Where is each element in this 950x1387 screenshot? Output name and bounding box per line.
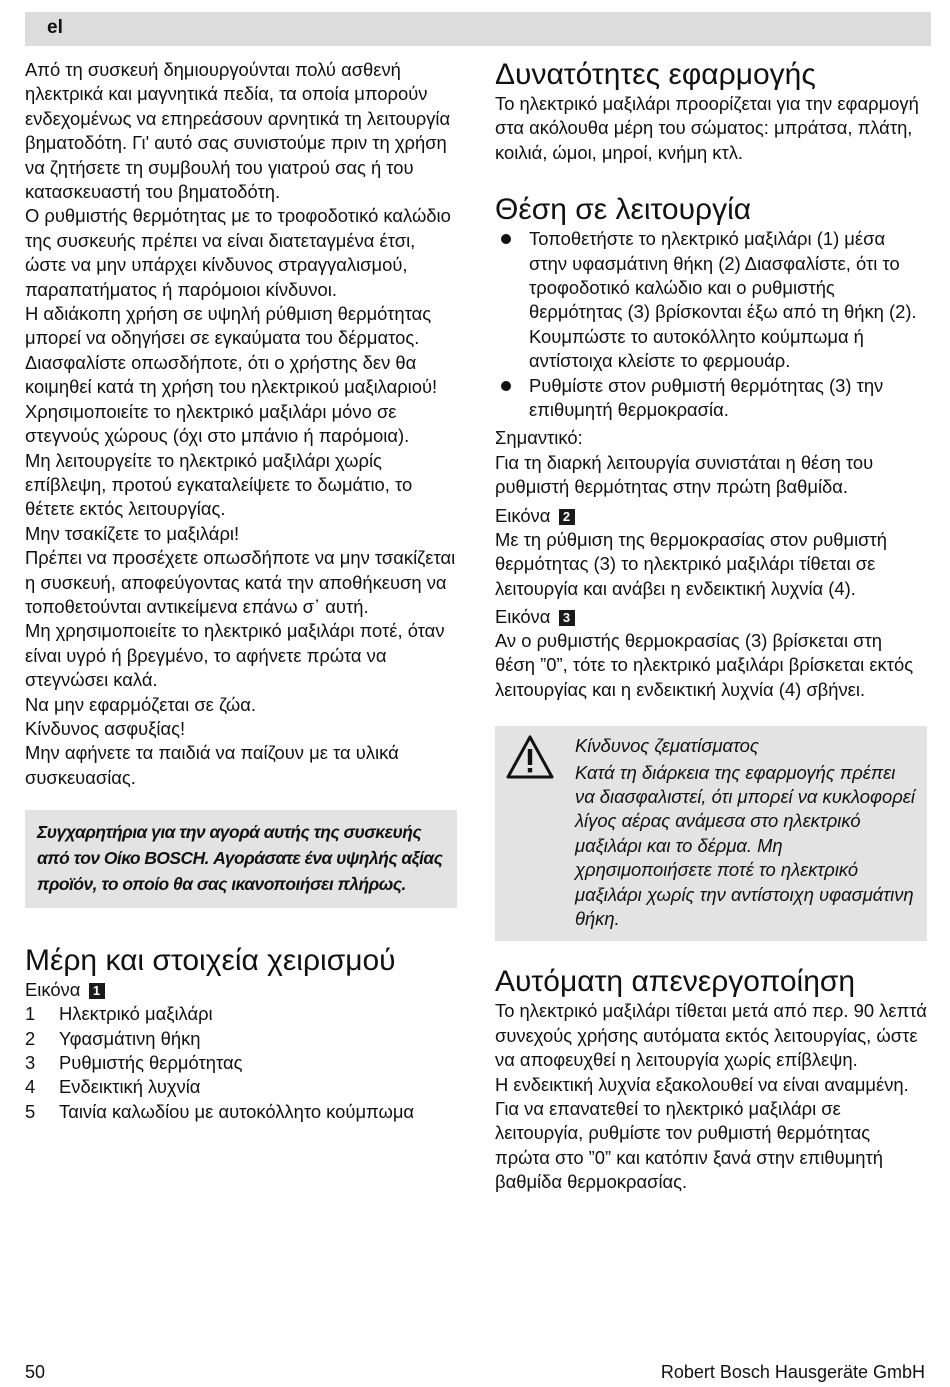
figure-reference <box>25 978 457 1002</box>
step-text: Ρυθμίστε στον ρυθμιστή θερμότητας (3) την επιθυμητή θερμοκρασία. <box>529 374 884 421</box>
part-label: Ρυθμιστής θερμότητας <box>59 1052 243 1073</box>
warning-title: Κίνδυνος ζεματίσματος <box>575 735 759 757</box>
bullet-icon <box>495 374 529 423</box>
part-label: Ηλεκτρικό μαξιλάρι <box>59 1003 213 1025</box>
safety-paragraph: Από τη συσκευή δημιουργούνται πολύ ασθενή ηλεκτρικά και μαγνητικά πεδία, τα οποία μπορούν ενδεχομένως να επηρεάσουν αρνητικά τη λειτουργία βηματοδότη. Γι' αυτό σας συνιστούμε πριν τη χρήση να ζητήσετε τη συμβουλή του γιατρού σας ή του κατασκευαστή του βηματοδότη. <box>25 59 451 203</box>
list-item <box>495 227 927 373</box>
safety-paragraph: Μη χρησιμοποιείτε το ηλεκτρικό μαξιλάρι ποτέ, όταν είναι υγρό ή βρεγμένο, το αφήνετε πρώτα να στεγνώσει καλά. <box>25 620 445 691</box>
important-text: Για τη διαρκή λειτουργία συνιστάται η θέση του ρυθμιστή θερμότητας στην πρώτη βαθμίδα. <box>495 451 874 498</box>
figure-number-badge: 1 <box>89 983 105 999</box>
safety-paragraph: Χρησιμοποιείτε το ηλεκτρικό μαξιλάρι μόνο σε στεγνούς χώρους (όχι στο μπάνιο ή παρόμοια). <box>25 400 410 447</box>
publisher-name: Robert Bosch Hausgeräte GmbH <box>660 1362 925 1382</box>
important-label: Σημαντικό: <box>495 427 583 449</box>
step-extra: Κουμπώστε το αυτοκόλλητο κούμπωμα ή αντίστοιχα κλείστε το φερμουάρ. <box>529 325 864 372</box>
list-item <box>25 1051 457 1075</box>
auto-off-paragraph: Η ενδεικτική λυχνία εξακολουθεί να είναι αναμμένη. Για να επανατεθεί το ηλεκτρικό μαξιλάρι σε λειτουργία, ρυθμίστε τον ρυθμιστή θερμότητας πρώτα στο ”0” και κατόπιν ξανά στην επιθυμητή βαθμίδα θερμοκρασίας. <box>495 1073 909 1193</box>
safety-paragraph: Ο ρυθμιστής θερμότητας με το τροφοδοτικό καλώδιο της συσκευής πρέπει να είναι διατεταγμένα έτσι, ώστε να μην υπάρχει κίνδυνος στραγγαλισμού, παραπατήματος ή παρόμοιοι κίνδυνοι. <box>25 205 451 300</box>
danger-title: Κίνδυνος ασφυξίας! <box>25 717 186 739</box>
part-number: 5 <box>25 1100 36 1122</box>
figure-label: Εικόνα <box>495 504 551 526</box>
page-number: 50 <box>25 1362 46 1382</box>
auto-off-heading: Αυτόματη απενεργοποίηση <box>495 965 856 999</box>
scald-warning-box <box>495 726 927 941</box>
figure-3-text: Αν ο ρυθμιστής θερμοκρασίας (3) βρίσκεται στη θέση ”0”, τότε το ηλεκτρικό μαξιλάρι βρίσκεται εκτός λειτουργίας και η ενδεικτική λυχνία (4) σβήνει. <box>495 629 914 700</box>
list-item <box>25 1075 457 1099</box>
part-number: 2 <box>25 1027 36 1049</box>
part-number: 3 <box>25 1052 36 1073</box>
safety-paragraph: Η αδιάκοπη χρήση σε υψηλή ρύθμιση θερμότητας μπορεί να οδηγήσει σε εγκαύματα του δέρματος. <box>25 303 432 349</box>
safety-paragraph: Μην τσακίζετε το μαξιλάρι! <box>25 522 240 544</box>
figure-number-badge: 2 <box>559 509 575 525</box>
applications-heading: Δυνατότητες εφαρμογής <box>495 58 816 91</box>
list-item <box>495 374 927 423</box>
parts-heading: Μέρη και στοιχεία χειρισμού <box>25 944 396 978</box>
part-label: Ταινία καλωδίου με αυτοκόλλητο κούμπωμα <box>59 1100 415 1122</box>
right-column <box>495 58 927 1195</box>
safety-paragraph: Να μην εφαρμόζεται σε ζώα. <box>25 693 256 715</box>
list-item <box>25 1027 457 1051</box>
language-code: el <box>47 17 63 38</box>
auto-off-paragraph: Το ηλεκτρικό μαξιλάρι τίθεται μετά από περ. 90 λεπτά συνεχούς χρήσης αυτόματα εκτός λειτουργίας, ώστε να αποφευχθεί η λειτουργία χωρίς επίβλεψη. <box>495 1000 927 1071</box>
safety-paragraph: Μη λειτουργείτε το ηλεκτρικό μαξιλάρι χωρίς επίβλεψη, προτού εγκαταλείψετε το δωμάτιο, το θέτετε εκτός λειτουργίας. <box>25 449 413 520</box>
figure-number-badge: 3 <box>559 610 575 626</box>
left-column <box>25 58 457 1124</box>
part-number: 1 <box>25 1003 36 1025</box>
part-label: Ενδεικτική λυχνία <box>59 1076 201 1098</box>
safety-paragraph: Διασφαλίστε οπωσδήποτε, ότι ο χρήστης δεν θα κοιμηθεί κατά τη χρήση του ηλεκτρικού μαξιλαριού! <box>25 351 438 398</box>
danger-text: Μην αφήνετε τα παιδιά να παίζουν με τα υλικά συσκευασίας. <box>25 742 399 788</box>
part-number: 4 <box>25 1076 36 1098</box>
parts-list <box>25 1002 457 1124</box>
figure-label: Εικόνα <box>25 979 81 1001</box>
figure-2-text: Με τη ρύθμιση της θερμοκρασίας στον ρυθμιστή θερμότητας (3) το ηλεκτρικό μαξιλάρι τίθεται σε λειτουργία και ανάβει η ενδεικτική λυχνία (4). <box>495 528 888 599</box>
part-label: Υφασμάτινη θήκη <box>59 1027 201 1049</box>
bullet-icon <box>495 227 529 373</box>
warning-text: Κατά τη διάρκεια της εφαρμογής πρέπει να διασφαλιστεί, ότι μπορεί να κυκλοφορεί λίγος αέρας ανάμεσα στο ηλεκτρικό μαξιλάρι και το δέρμα. Μη χρησιμοποιήσετε ποτέ το ηλεκτρικό μαξιλάρι χωρίς την αντίστοιχη υφασμάτινη θήκη. <box>575 761 915 929</box>
figure-reference <box>495 504 927 528</box>
step-text: Τοποθετήστε το ηλεκτρικό μαξιλάρι (1) μέσα στην υφασμάτινη θήκη (2) Διασφαλίστε, ότι το τροφοδοτικό καλώδιο και ο ρυθμιστής θερμότητας (3) βρίσκονται έξω από τη θήκη (2). <box>529 228 917 323</box>
figure-label: Εικόνα <box>495 605 551 627</box>
warning-triangle-icon <box>505 734 575 931</box>
operation-steps <box>495 227 927 422</box>
safety-paragraph: Πρέπει να προσέχετε οπωσδήποτε να μην τσακίζεται η συσκευή, αποφεύγοντας κατά την αποθήκευση να τοποθετούνται αντικείμενα επάνω σ᾽ αυτή. <box>25 547 456 617</box>
notice-text: Συγχαρητήρια για την αγορά αυτής της συσκευής από τον Οίκο BOSCH. Αγοράσατε ένα υψηλής αξίας προϊόν, το οποίο θα σας ικανοποιήσει πλήρως. <box>37 822 443 895</box>
list-item <box>25 1002 457 1026</box>
language-tab <box>25 12 931 46</box>
list-item <box>25 1100 457 1124</box>
applications-text: Το ηλεκτρικό μαξιλάρι προορίζεται για την εφαρμογή στα ακόλουθα μέρη του σώματος: μπράτσα, πλάτη, κοιλιά, ώμοι, μηροί, κνήμη κτλ. <box>495 93 919 163</box>
operation-heading: Θέση σε λειτουργία <box>495 193 752 227</box>
congratulations-notice <box>25 810 457 908</box>
figure-reference <box>495 605 927 629</box>
